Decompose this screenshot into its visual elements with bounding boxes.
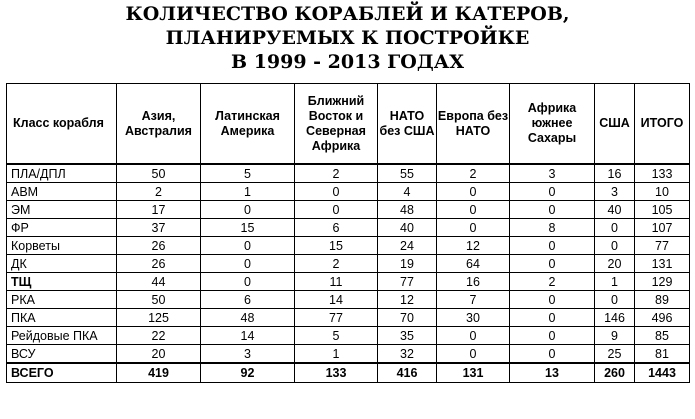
- table-cell: 129: [635, 273, 690, 291]
- table-cell: 77: [635, 237, 690, 255]
- table-cell: 10: [635, 183, 690, 201]
- table-cell: 2: [510, 273, 595, 291]
- row-label: РКА: [7, 291, 117, 309]
- table-cell: 0: [295, 201, 378, 219]
- total-row: [7, 363, 690, 383]
- table-cell: 6: [295, 219, 378, 237]
- table-cell: 85: [635, 327, 690, 345]
- table-cell: 40: [378, 219, 437, 237]
- table-cell: 125: [117, 309, 201, 327]
- page-title: [0, 2, 695, 74]
- table-cell: 40: [595, 201, 635, 219]
- table-cell: 1: [295, 345, 378, 364]
- row-label: ФР: [7, 219, 117, 237]
- table-cell: 48: [201, 309, 295, 327]
- table-row: [7, 255, 690, 273]
- table-cell: 14: [201, 327, 295, 345]
- table-cell: 77: [378, 273, 437, 291]
- table-header: [7, 84, 690, 165]
- row-label: ПКА: [7, 309, 117, 327]
- total-cell: 92: [201, 363, 295, 383]
- table-cell: 24: [378, 237, 437, 255]
- total-cell: 131: [437, 363, 510, 383]
- row-label: ЭМ: [7, 201, 117, 219]
- header-row: [7, 84, 690, 165]
- table-cell: 496: [635, 309, 690, 327]
- table-cell: 0: [595, 237, 635, 255]
- table-row: [7, 327, 690, 345]
- table-cell: 107: [635, 219, 690, 237]
- header-ship-class: Класс корабля: [7, 84, 117, 165]
- table-cell: 2: [117, 183, 201, 201]
- table-cell: 2: [437, 164, 510, 183]
- table-cell: 15: [295, 237, 378, 255]
- table-cell: 89: [635, 291, 690, 309]
- table-row: [7, 201, 690, 219]
- row-label: Корветы: [7, 237, 117, 255]
- table-cell: 0: [595, 291, 635, 309]
- table-cell: 48: [378, 201, 437, 219]
- header-total: ИТОГО: [635, 84, 690, 165]
- header-middle-east-north-africa: Ближний Восток и Северная Африка: [295, 84, 378, 165]
- table-row: [7, 309, 690, 327]
- table-cell: 133: [635, 164, 690, 183]
- table-cell: 105: [635, 201, 690, 219]
- table-row: [7, 164, 690, 183]
- title-line-2: ПЛАНИРУЕМЫХ К ПОСТРОЙКЕ: [165, 27, 530, 49]
- table-cell: 37: [117, 219, 201, 237]
- table-cell: 2: [295, 164, 378, 183]
- table-cell: 3: [201, 345, 295, 364]
- table-cell: 1: [595, 273, 635, 291]
- table-cell: 15: [201, 219, 295, 237]
- table-cell: 20: [595, 255, 635, 273]
- table-cell: 16: [437, 273, 510, 291]
- table-cell: 26: [117, 237, 201, 255]
- table-row: [7, 237, 690, 255]
- table-cell: 0: [595, 219, 635, 237]
- total-label: ВСЕГО: [7, 363, 117, 383]
- table-cell: 19: [378, 255, 437, 273]
- table-cell: 4: [378, 183, 437, 201]
- table-cell: 6: [201, 291, 295, 309]
- table-row: [7, 183, 690, 201]
- header-latin-america: Латинская Америка: [201, 84, 295, 165]
- ships-table: [6, 83, 690, 383]
- table-row: [7, 291, 690, 309]
- table-cell: 0: [510, 255, 595, 273]
- table-cell: 131: [635, 255, 690, 273]
- table-cell: 0: [437, 345, 510, 364]
- table-cell: 0: [510, 291, 595, 309]
- table-cell: 30: [437, 309, 510, 327]
- table-cell: 2: [295, 255, 378, 273]
- table-cell: 7: [437, 291, 510, 309]
- table-cell: 9: [595, 327, 635, 345]
- table-cell: 0: [510, 237, 595, 255]
- table-cell: 11: [295, 273, 378, 291]
- table-cell: 0: [201, 201, 295, 219]
- table-body: [7, 164, 690, 383]
- header-europe-without-nato: Европа без НАТО: [437, 84, 510, 165]
- table-cell: 0: [201, 255, 295, 273]
- table-cell: 22: [117, 327, 201, 345]
- table-cell: 50: [117, 164, 201, 183]
- table-cell: 0: [510, 183, 595, 201]
- table-cell: 55: [378, 164, 437, 183]
- table-cell: 146: [595, 309, 635, 327]
- table-cell: 0: [295, 183, 378, 201]
- table-cell: 5: [295, 327, 378, 345]
- table-cell: 1: [201, 183, 295, 201]
- table-cell: 12: [437, 237, 510, 255]
- total-cell: 416: [378, 363, 437, 383]
- table-cell: 0: [510, 309, 595, 327]
- total-cell: 133: [295, 363, 378, 383]
- table-cell: 3: [510, 164, 595, 183]
- table-cell: 77: [295, 309, 378, 327]
- table-cell: 35: [378, 327, 437, 345]
- table-row: [7, 345, 690, 364]
- table-cell: 25: [595, 345, 635, 364]
- table-cell: 44: [117, 273, 201, 291]
- table-cell: 70: [378, 309, 437, 327]
- table-cell: 3: [595, 183, 635, 201]
- table-cell: 0: [437, 201, 510, 219]
- title-line-1: КОЛИЧЕСТВО КОРАБЛЕЙ И КАТЕРОВ,: [125, 3, 570, 25]
- table-cell: 0: [510, 345, 595, 364]
- table-cell: 20: [117, 345, 201, 364]
- table-cell: 32: [378, 345, 437, 364]
- row-label: ВСУ: [7, 345, 117, 364]
- table-cell: 0: [437, 327, 510, 345]
- row-label: ДК: [7, 255, 117, 273]
- table-cell: 17: [117, 201, 201, 219]
- table-cell: 50: [117, 291, 201, 309]
- table-cell: 5: [201, 164, 295, 183]
- table-cell: 0: [510, 201, 595, 219]
- total-cell: 13: [510, 363, 595, 383]
- table-cell: 0: [201, 273, 295, 291]
- table-cell: 81: [635, 345, 690, 364]
- table-cell: 12: [378, 291, 437, 309]
- table-cell: 16: [595, 164, 635, 183]
- row-label: ПЛА/ДПЛ: [7, 164, 117, 183]
- total-cell: 1443: [635, 363, 690, 383]
- total-cell: 419: [117, 363, 201, 383]
- table-cell: 0: [510, 327, 595, 345]
- header-nato-without-usa: НАТО без США: [378, 84, 437, 165]
- table-cell: 14: [295, 291, 378, 309]
- header-sub-saharan-africa: Африка южнее Сахары: [510, 84, 595, 165]
- table-cell: 0: [437, 219, 510, 237]
- row-label: АВМ: [7, 183, 117, 201]
- table-cell: 0: [437, 183, 510, 201]
- table-cell: 64: [437, 255, 510, 273]
- table-cell: 0: [201, 237, 295, 255]
- table-cell: 8: [510, 219, 595, 237]
- total-cell: 260: [595, 363, 635, 383]
- title-line-3: В 1999 - 2013 ГОДАХ: [231, 51, 464, 73]
- row-label: ТЩ: [7, 273, 117, 291]
- table-row: [7, 219, 690, 237]
- header-asia-australia: Азия, Австралия: [117, 84, 201, 165]
- table-row: [7, 273, 690, 291]
- row-label: Рейдовые ПКА: [7, 327, 117, 345]
- header-usa: США: [595, 84, 635, 165]
- table-cell: 26: [117, 255, 201, 273]
